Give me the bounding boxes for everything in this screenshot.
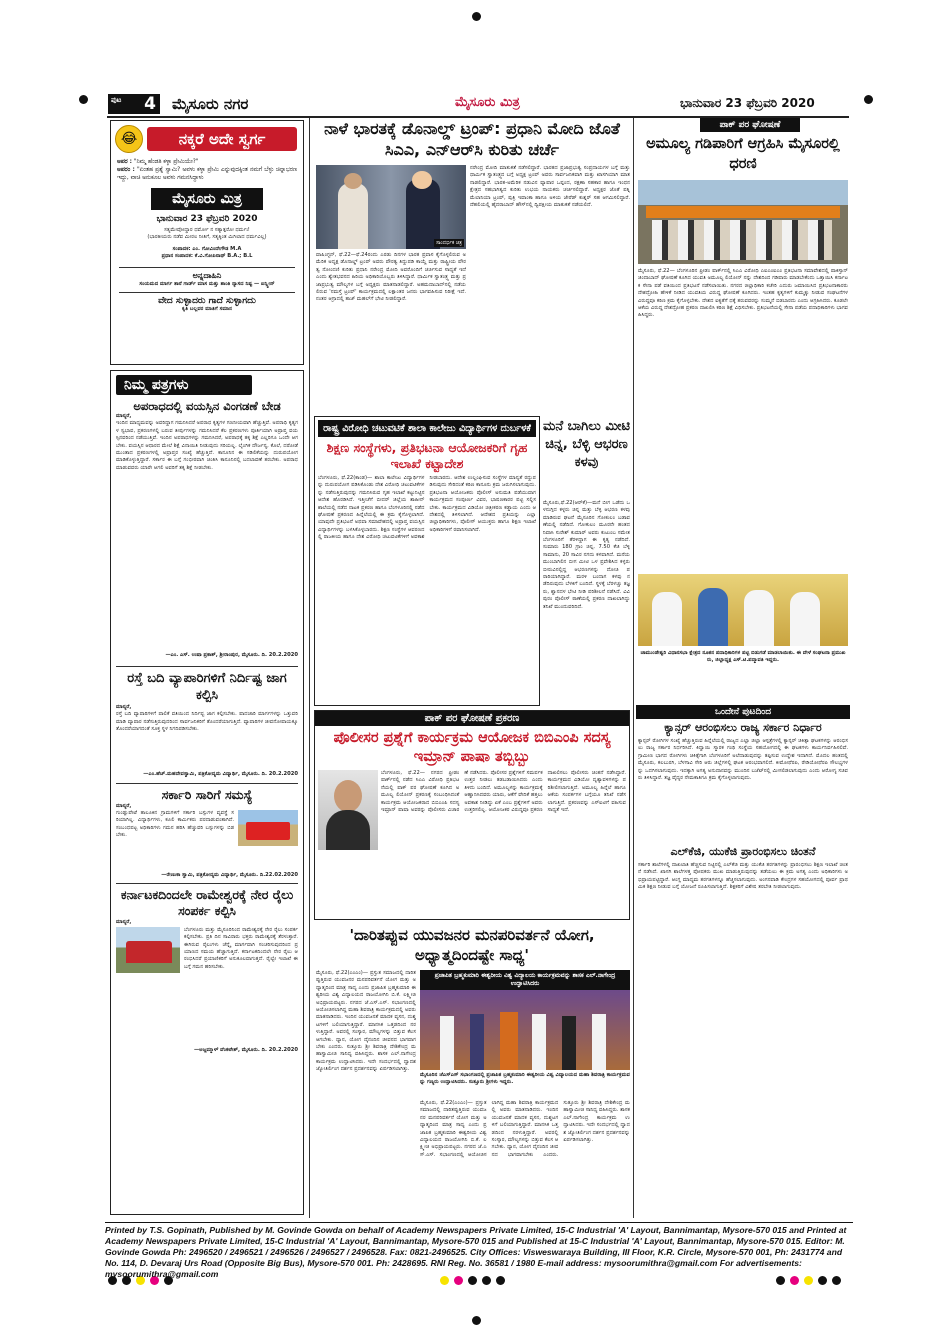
police-headline: ಪೊಲೀಸರ ಪ್ರಶ್ನೆಗೆ ಕಾರ್ಯಕ್ರಮ ಆಯೋಜಕ ಬಿಬಿಎಂಪಿ ಸದಸ್ಯ ಇಮ್ರಾನ್ ಪಾಷಾ ತಬ್ಬಿಬ್ಬು [333,730,611,765]
photo-credit: ಸಾಂದರ್ಭಿಕ ಚಿತ್ರ [436,240,462,246]
motto-sub: ಕೃತಿ ಬಲ್ಲವರ ಮಾತಿಗೆ ಸಮಾನ [182,306,232,313]
youth-photo [420,990,630,1070]
lead-body: ವಾಷಿಂಗ್ಟನ್, ಫೆ.22—ಫೆ.24ರಂದು ಎರಡು ದಿನಗಳ ಭಾರತ ಪ್ರವಾಸ ಕೈಗೊಳ್ಳಲಿರುವ ಅಮೆರಿಕ ಅಧ್ಯಕ್ಷ ಡೊನಾಲ್ಡ್ ಟ್ರಂಪ್ ಅವರು ಪೌರತ್ವ ತಿದ್ದುಪಡಿ ಕಾಯ್ದೆ ಮತ್ತು ರಾಷ್ಟ್ರೀಯ ಪೌರತ್ವ ನೋಂದಣಿ ಕುರಿತು ಪ್ರಧಾನಿ ನರೇಂದ್ರ ಮೋದಿ ಅವರೊಂದಿಗೆ ಚರ್ಚಿಸುವ ಸಾಧ್ಯತೆ ಇದೆ ಎಂದು ಶ್ವೇತಭವನದ ಹಿರಿಯ ಅಧಿಕಾರಿಯೊಬ್ಬರು ತಿಳಿಸಿದ್ದಾರೆ. ಧಾರ್ಮಿಕ ಸ್ವಾತಂತ್ರ್ಯ ಮತ್ತು ಪ್ರಜಾಪ್ರಭುತ್ವ ಮೌಲ್ಯಗಳ ಬಗ್ಗೆ ಅಧ್ಯಕ್ಷರು ಮಾತನಾಡಲಿದ್ದಾರೆ. ಅಹಮದಾಬಾದ್‌ನಲ್ಲಿ ನಡೆಯಲಿರುವ 'ನಮಸ್ತೆ ಟ್ರಂಪ್' ಕಾರ್ಯಕ್ರಮದಲ್ಲಿ ಲಕ್ಷಾಂತರ ಜನರು ಭಾಗವಹಿಸುವ ನಿರೀಕ್ಷೆ ಇದೆ. ನಂತರ ಆಗ್ರಾದಲ್ಲಿ ತಾಜ್ ಮಹಲ್‌ಗೆ ಭೇಟಿ ನೀಡಲಿದ್ದಾರೆ. [316,252,466,303]
masthead-logo: ಮೈಸೂರು ಮಿತ್ರ [151,188,263,210]
registration-mark [472,1316,481,1325]
cancer-body: ಕ್ಯಾನ್ಸರ್ ರೋಗಿಗಳ ಸಂಖ್ಯೆ ಹೆಚ್ಚುತ್ತಿರುವ ಹಿನ್ನೆಲೆಯಲ್ಲಿ ರಾಜ್ಯದ ಎಲ್ಲಾ ಜಿಲ್ಲಾ ಆಸ್ಪತ್ರೆಗಳಲ್ಲಿ ಕ್ಯಾನ್ಸರ್ ಚಿಕಿತ್ಸಾ ಘಟಕಗಳನ್ನು ಆರಂಭಿಸಲು ರಾಜ್ಯ ಸರ್ಕಾರ ನಿರ್ಧರಿಸಿದೆ. ಕಿದ್ವಾಯಿ ಸ್ಮಾರಕ ಗಂಥಿ ಸಂಸ್ಥೆಯ ಸಹಯೋಗದಲ್ಲಿ ಈ ಘಟಕಗಳು ಕಾರ್ಯನಿರ್ವಹಿಸಲಿವೆ. ಗ್ರಾಮೀಣ ಭಾಗದ ರೋಗಿಗಳು ಚಿಕಿತ್ಸೆಗಾಗಿ ಬೆಂಗಳೂರಿಗೆ ಅಲೆದಾಡುವುದನ್ನು ತಪ್ಪಿಸುವ ಉದ್ದೇಶ ಇದಾಗಿದೆ. ಮೊದಲ ಹಂತದಲ್ಲಿ ಮೈಸೂರು, ಕಲಬುರಗಿ, ಬೆಳಗಾವಿ ಸೇರಿ ಆರು ಜಿಲ್ಲೆಗಳಲ್ಲಿ ಘಟಕ ಆರಂಭವಾಗಲಿದೆ. ಕೀಮೋಥೆರಪಿ, ರೇಡಿಯೋಥೆರಪಿ ಸೌಲಭ್ಯಗಳನ್ನು ಒದಗಿಸಲಾಗುವುದು. ಇದಕ್ಕಾಗಿ ಅಗತ್ಯ ಅನುದಾನವನ್ನು ಮುಂದಿನ ಬಜೆಟ್‌ನಲ್ಲಿ ಮೀಸಲಿಡಲಾಗುವುದು ಎಂದು ಆರೋಗ್ಯ ಸಚಿವರು ತಿಳಿಸಿದ್ದಾರೆ. ತಜ್ಞ ವೈದ್ಯರ ನೇಮಕಾತಿಗೂ ಕ್ರಮ ಕೈಗೊಳ್ಳಲಾಗುವುದು. [638,738,848,782]
bus-photo [238,810,298,846]
letter-headline: ರಸ್ತೆ ಬದಿ ವ್ಯಾಪಾರಿಗಳಿಗೆ ನಿರ್ದಿಷ್ಟ ಜಾಗ ಕಲ್ಪಿಸಿ [116,666,298,704]
letter-body: ರಸ್ತೆ ಬದಿ ವ್ಯಾಪಾರಿಗಳಿಗೆ ಪಾಲಿಕೆ ವತಿಯಿಂದ ನಿರ್ದಿಷ್ಟ ಜಾಗ ಕಲ್ಪಿಸಬೇಕು. ಪಾದಚಾರಿ ಮಾರ್ಗಗಳನ್ನು ಒತ್ತುವರಿ ಮಾಡಿ ವ್ಯಾಪಾರ ನಡೆಸುತ್ತಿರುವುದರಿಂದ ಸಾರ್ವಜನಿಕರಿಗೆ ತೊಂದರೆಯಾಗುತ್ತಿದೆ. ವ್ಯಾಪಾರಿಗಳ ಜೀವನೋಪಾಯಕ್ಕೂ ತೊಂದರೆಯಾಗದಂತೆ ಸೂಕ್ತ ಸ್ಥಳ ನಿಗದಿಪಡಿಸಬೇಕು. [116,711,298,733]
cancer-sub-body: ಸರ್ಕಾರಿ ಶಾಲೆಗಳಲ್ಲಿ ದಾಖಲಾತಿ ಹೆಚ್ಚಿಸುವ ನಿಟ್ಟಿನಲ್ಲಿ ಎಲ್‌ಕೆಜಿ ಮತ್ತು ಯುಕೆಜಿ ತರಗತಿಗಳನ್ನು ಪ್ರಾರಂಭಿಸಲು ಶಿಕ್ಷಣ ಇಲಾಖೆ ಚಿಂತನೆ ನಡೆಸಿದೆ. ಖಾಸಗಿ ಶಾಲೆಗಳತ್ತ ಪೋಷಕರು ಮುಖ ಮಾಡುತ್ತಿರುವುದನ್ನು ತಡೆಯಲು ಈ ಕ್ರಮ ಅಗತ್ಯ ಎಂದು ಅಧಿಕಾರಿಗಳು ಅಭಿಪ್ರಾಯಪಟ್ಟಿದ್ದಾರೆ. ಆಂಗ್ಲ ಮಾಧ್ಯಮ ತರಗತಿಗಳನ್ನೂ ಹೆಚ್ಚಿಸಲಾಗುವುದು. ಅಂಗನವಾಡಿ ಕೇಂದ್ರಗಳ ಸಹಯೋಗದಲ್ಲಿ ಪೂರ್ವ ಪ್ರಾಥಮಿಕ ಶಿಕ್ಷಣ ನೀಡುವ ಬಗ್ಗೆ ಯೋಜನೆ ರೂಪಿಸಲಾಗುತ್ತಿದೆ. ಶಿಕ್ಷಕರಿಗೆ ವಿಶೇಷ ತರಬೇತಿ ನೀಡಲಾಗುವುದು. [638,862,848,891]
youth-photo-banner: ಪ್ರಜಾಪಿತ ಬ್ರಹ್ಮಕುಮಾರಿ ಈಶ್ವರೀಯ ವಿಶ್ವ ವಿದ್ಯಾಲಯ ಕಾರ್ಯಕ್ರಮವನ್ನು ಶಾಸಕ ಎಲ್.ನಾಗೇಂದ್ರ ಉದ್ಘಾಟಿಸಿದರು [420,970,630,990]
police-body: ಬೆಂಗಳೂರು, ಫೆ.22— ನಗರದ ಫ್ರೀಡಂ ಪಾರ್ಕ್‌ನಲ್ಲಿ ನಡೆದ ಸಿಎಎ ವಿರೋಧಿ ಪ್ರತಿಭಟನೆಯಲ್ಲಿ ಪಾಕ್ ಪರ ಘೋಷಣೆ ಕೂಗಿದ ಅಮೂಲ್ಯ ಲಿಯೋನ್ ಪ್ರಕರಣಕ್ಕೆ ಸಂಬಂಧಿಸಿದಂತೆ ಕಾರ್ಯಕ್ರಮ ಆಯೋಜಕರಾದ ಬಿಬಿಎಂಪಿ ಸದಸ್ಯ ಇಮ್ರಾನ್ ಪಾಷಾ ಅವರನ್ನು ಪೊಲೀಸರು ವಿಚಾರಣೆ ನಡೆಸಿದರು. ಪೊಲೀಸರ ಪ್ರಶ್ನೆಗಳಿಗೆ ಸಮರ್ಪಕ ಉತ್ತರ ನೀಡಲು ತಡಬಡಾಯಿಸಿದರು ಎಂದು ತಿಳಿದು ಬಂದಿದೆ. ಅಮೂಲ್ಯಳನ್ನು ಕಾರ್ಯಕ್ರಮಕ್ಕೆ ಆಹ್ವಾನಿಸಿದವರು ಯಾರು, ಆಕೆಗೆ ವೇದಿಕೆ ಹತ್ತಲು ಅವಕಾಶ ನೀಡಿದ್ದು ಏಕೆ ಎಂಬ ಪ್ರಶ್ನೆಗಳಿಗೆ ಅವರು ಉತ್ತರಿಸಲಿಲ್ಲ. ಆಯೋಜಕರ ವಿರುದ್ಧವೂ ಪ್ರಕರಣ ದಾಖಲಿಸಲು ಪೊಲೀಸರು ಚಿಂತನೆ ನಡೆಸಿದ್ದಾರೆ. ಕಾರ್ಯಕ್ರಮದ ವಿಡಿಯೋ ದೃಶ್ಯಾವಳಿಗಳನ್ನು ಪರಿಶೀಲಿಸಲಾಗುತ್ತಿದೆ. ಅಮೂಲ್ಯ ಹಿನ್ನೆಲೆ ಹಾಗೂ ಆಕೆಯ ಸಂಪರ್ಕಗಳ ಬಗ್ಗೆಯೂ ತನಿಖೆ ನಡೆಸಲಾಗುತ್ತಿದೆ. ಪ್ರಕರಣವನ್ನು ಎಸ್‌ಐಟಿಗೆ ವಹಿಸುವ ಸಾಧ್ಯತೆ ಇದೆ. [381,770,626,814]
group-photo-caption: ಚಾಮುಂಡೇಶ್ವರಿ ವಿಧಾನಸಭಾ ಕ್ಷೇತ್ರದ ನೂತನ ಪದಾಧಿಕಾರಿಗಳ ಪಟ್ಟಿ ಬಿಡುಗಡೆ ಮಾಡಲಾಯಿತು. ಈ ವೇಳೆ ಸಂಘಟನಾ ಪ್ರಮುಖರು, ಜಿಲ್ಲಾಧ್ಯಕ್ಷ ಎಸ್.ಟಿ.ಪದ್ಮಾವತಿ ಇದ್ದರು. [640,650,846,664]
letter-body: ಗುಂಡ್ಲುಪೇಟೆ ತಾಲೂಕಿನ ಗ್ರಾಮಗಳಿಗೆ ಸರ್ಕಾರಿ ಬಸ್ಸುಗಳ ವ್ಯವಸ್ಥೆ ಸರಿಯಾಗಿಲ್ಲ. ವಿದ್ಯಾರ್ಥಿಗಳು, ಕೂಲಿ ಕಾರ್ಮಿಕರು ಪರದಾಡುವಂತಾಗಿದೆ. ಸಂಬಂಧಪಟ್ಟ ಅಧಿಕಾರಿಗಳು ಗಮನ ಹರಿಸಿ ಹೆಚ್ಚುವರಿ ಬಸ್ಸುಗಳನ್ನು ಬಿಡಬೇಕು. [116,810,234,839]
letter-signature: —ರೇಣುಕಾ ಸ್ವಾಮಿ, ಪತ್ರಿಕೋದ್ಯಮ ವಿದ್ಯಾರ್ಥಿ, ಮೈಸೂರು. ದಿ.22.02.2020 [161,872,298,879]
lead-body-cont: ನರೇಂದ್ರ ಮೋದಿ ಮಾತುಕತೆ ನಡೆಸಲಿದ್ದಾರೆ. ಭಾರತದ ಪ್ರಜಾಪ್ರಭುತ್ವ ಸಂಪ್ರದಾಯಗಳ ಬಗ್ಗೆ ಮತ್ತು ಧಾರ್ಮಿಕ ಸ್ವಾತಂತ್ರ್ಯದ ಬಗ್ಗೆ ಅಧ್ಯಕ್ಷ ಟ್ರಂಪ್ ಅವರು ಸಾರ್ವಜನಿಕವಾಗಿ ಮತ್ತು ಖಾಸಗಿಯಾಗಿ ಮಾತನಾಡಲಿದ್ದಾರೆ. ಭಾರತ-ಅಮೆರಿಕ ನಡುವಿನ ವ್ಯಾಪಾರ ಒಪ್ಪಂದ, ರಕ್ಷಣಾ ಸಹಕಾರ ಹಾಗೂ ಇಂಧನ ಕ್ಷೇತ್ರದ ಸಹಭಾಗಿತ್ವದ ಕುರಿತು ಉಭಯ ನಾಯಕರು ಚರ್ಚಿಸಲಿದ್ದಾರೆ. ಅಧ್ಯಕ್ಷರ ಜೊತೆ ಪತ್ನಿ ಮೆಲಾನಿಯಾ ಟ್ರಂಪ್, ಪುತ್ರಿ ಇವಾಂಕಾ ಹಾಗೂ ಅಳಿಯ ಜೇರೆಡ್ ಕುಶ್ನರ್ ಸಹ ಆಗಮಿಸಲಿದ್ದಾರೆ. ದೆಹಲಿಯಲ್ಲಿ ಹೈದರಾಬಾದ್ ಹೌಸ್‌ನಲ್ಲಿ ದ್ವಿಪಕ್ಷೀಯ ಮಾತುಕತೆ ನಡೆಯಲಿದೆ. [470,165,630,209]
police-columns [318,770,626,930]
letters-box [110,370,304,1215]
school-body: ಬೆಂಗಳೂರು, ಫೆ.22(ಕಾಂಡ)— ಶಾಲಾ ಕಾಲೇಜು ವಿದ್ಯಾರ್ಥಿಗಳನ್ನು ದುರುಪಯೋಗ ಪಡಿಸಿಕೊಂಡು ದೇಶ ವಿರೋಧಿ ಚಟುವಟಿಕೆಗಳನ್ನು ನಡೆಸುತ್ತಿರುವುದನ್ನು ಗಮನಿಸಿರುವ ಗೃಹ ಇಲಾಖೆ ಕಟ್ಟುನಿಟ್ಟಿನ ಆದೇಶ ಹೊರಡಿಸಿದೆ. ಇತ್ತೀಚೆಗೆ ಬೀದರ್ ಜಿಲ್ಲೆಯ ಶಾಹೀನ್ ಶಾಲೆಯಲ್ಲಿ ನಡೆದ ನಾಟಕ ಪ್ರಕರಣ ಹಾಗೂ ಬೆಂಗಳೂರಿನಲ್ಲಿ ನಡೆದ ಘೋಷಣೆ ಪ್ರಕರಣದ ಹಿನ್ನೆಲೆಯಲ್ಲಿ ಈ ಕ್ರಮ ಕೈಗೊಳ್ಳಲಾಗಿದೆ. ಯಾವುದೇ ಪ್ರತಿಭಟನೆ ಅಥವಾ ಸಮಾವೇಶದಲ್ಲಿ ಅಪ್ರಾಪ್ತ ವಯಸ್ಸಿನ ವಿದ್ಯಾರ್ಥಿಗಳನ್ನು ಬಳಸಿಕೊಳ್ಳಬಾರದು. ಶಿಕ್ಷಣ ಸಂಸ್ಥೆಗಳ ಆವರಣದಲ್ಲಿ ರಾಜಕೀಯ ಹಾಗೂ ದೇಶ ವಿರೋಧಿ ಚಟುವಟಿಕೆಗಳಿಗೆ ಅವಕಾಶ ನೀಡಬಾರದು. ಆದೇಶ ಉಲ್ಲಂಘಿಸುವ ಸಂಸ್ಥೆಗಳ ಮಾನ್ಯತೆ ರದ್ದುಪಡಿಸುವುದು ಸೇರಿದಂತೆ ಕಠಿಣ ಕಾನೂನು ಕ್ರಮ ಜರುಗಿಸಲಾಗುವುದು. ಪ್ರತಿಭಟನಾ ಆಯೋಜಕರು ಪೊಲೀಸ್ ಅನುಮತಿ ಪಡೆಯುವಾಗ ಕಾರ್ಯಕ್ರಮದ ಸಂಪೂರ್ಣ ವಿವರ, ಭಾಷಣಕಾರರ ಪಟ್ಟಿ ಸಲ್ಲಿಸಬೇಕು. ಕಾರ್ಯಕ್ರಮದ ವಿಡಿಯೋ ಚಿತ್ರೀಕರಣ ಕಡ್ಡಾಯ ಎಂದು ಆದೇಶದಲ್ಲಿ ತಿಳಿಸಲಾಗಿದೆ. ಆದೇಶದ ಪ್ರತಿಯನ್ನು ಎಲ್ಲಾ ಜಿಲ್ಲಾಧಿಕಾರಿಗಳು, ಪೊಲೀಸ್ ಆಯುಕ್ತರು ಹಾಗೂ ಶಿಕ್ಷಣ ಇಲಾಖೆ ಅಧಿಕಾರಿಗಳಿಗೆ ರವಾನಿಸಲಾಗಿದೆ. [318,475,536,541]
registration-mark [472,12,481,21]
joke-text: ಅಪರ : "ನಿಮ್ಮ ಹೆಂಡತಿ ಕಳ್ಳಾ ಪ್ರೇಮಿಯೇ?" ಅಪರಂ : "ಏಂತಹ ಪ್ರಶ್ನೆ ಸ್ವಾಮಿ? ಅವಳು ಕಳ್ಳಾ ಪ್ರೇಮಿ ಎನ್ನುವುದಕ್ಕಿಂತ ನಮಗೆ ಬೆಳ್ಳು ಚಿನ್ನಾಭರಣ ಇದ್ದು, ವಾಚಿ ಅನುಕೂಲ ಅವಳು ಗಮನಸಿದ್ದಾಳು [117,159,297,181]
letter-body: ಇಂದಿನ ಮಾಧ್ಯಮವನ್ನು ಅವರಿದ್ದಾಗ ಗಮನಿಸಿದರೆ ಅಪರಾಧ ಕೃತ್ಯಗಳ ಗಣನೀಯವಾಗಿ ಹೆಚ್ಚುತ್ತಿವೆ. ಅಪರಾಧಿ ಕೃತ್ಯಗಳ ಸ್ವಭಾವ, ಪ್ರಕರಣಗಳಲ್ಲಿ ಬರುವ ತೀರ್ಪುಗಳನ್ನು ಗಮನಿಸಿದರೆ ಕೆಲ ಪ್ರಕರಣಗಳು ಪೂರ್ತಿಯಾಗಿ ಅಪ್ರಾಪ್ತ ವಯಸ್ಸಿನವರಿಂದ ನಡೆಯುತ್ತಿವೆ. ಇಂದಿನ ಅಪರಾಧಗಳನ್ನು ಗಮನಿಸಿದರೆ, ಅಪರಾಧಕ್ಕೆ ತಕ್ಕ ಶಿಕ್ಷೆ ಎಲ್ಲರಿಗೂ ಒಂದೇ ಆಗಬೇಕು. ವಯಸ್ಸಿನ ಆಧಾರದ ಮೇಲೆ ಶಿಕ್ಷೆ ವಿನಾಯಿತಿ ನೀಡುವುದು ಸರಿಯಲ್ಲ. ಲೈಂಗಿಕ ದೌರ್ಜನ್ಯ, ಕೊಲೆ, ದರೋಡೆ ಮುಂತಾದ ಪ್ರಕರಣಗಳಲ್ಲಿ ಅಪ್ರಾಪ್ತರ ಸಂಖ್ಯೆ ಹೆಚ್ಚುತ್ತಿದೆ. ಕಾನೂನಿನ ಈ ಸಡಿಲಿಕೆಯನ್ನು ದುರುಪಯೋಗ ಮಾಡಿಕೊಳ್ಳುತ್ತಿದ್ದಾರೆ. ಸರ್ಕಾರ ಈ ಬಗ್ಗೆ ಗಂಭೀರವಾಗಿ ಚಿಂತಿಸಿ ಕಾನೂನಿನಲ್ಲಿ ಬದಲಾವಣೆ ತರಬೇಕು. ಅಪರಾಧ ಮಾಡುವವರು ಯಾರೇ ಆಗಲಿ ಅವರಿಗೆ ತಕ್ಕ ಶಿಕ್ಷೆ ನೀಡಬೇಕು. [116,420,298,471]
editor-name: ಸಂಪಾದಕ: ಎಂ. ಗೋವಿಂದೇಗೌಡ M.A [172,245,242,252]
masthead-box [110,120,304,365]
masthead-tagline-sub: (ಭಾರತೀಯರು ನಡೆವ ಮೀರಲ ನೀತಿಗೆ, ಸತ್ಯಕ್ಕಿಂತ ಮಿಗಿಲಾದ ಧರ್ಮವಿಲ್ಲ) [147,234,267,241]
train-photo [116,927,180,973]
quote-title: ಅನ್ನದಾಹಿನಿ [192,270,222,280]
imprint-footer: Printed by T.S. Gopinath, Published by M. Govinde Gowda on behalf of Academy Newspapers Private Limited, 15-C Industrial 'A' Layout, Bannimantap, Mysore-570 015 and Printed at Academy Newspapers Private Limited, 15-C Industrial 'A' Layout, Bannimantap, Mysore-570 015 and Published at 15-C Industrial 'A' Layout, Bannimantap, Mysore-570 015. Editor: M. Govinde Gowda Ph: 2496520 / 2496521 / 2496526 / 2496527 / 2496528. Fax: 0821-2496525. City Offices: Visweswaraya Building, III Floor, K.R. Circle, Mysore-570 001, Ph: 2431774 and No. 114, D. Devaraj Urs Road (Opposite Big Bus), Mysore-570 001. Ph: 2428695. RNI Reg. No. 36581 / 1980 E-mail address: mysoorumithra@gmail.com For advertisements: mysoorumithra@gmail.com [105,1225,847,1279]
letter-salute: ಮಾನ್ಯರೆ, [116,703,132,710]
section-title: ಮೈಸೂರು ನಗರ [172,95,249,113]
theft-headline: ಮನೆ ಬಾಗಿಲು ಮೀಟಿ ಚಿನ್ನ, ಬೆಳ್ಳಿ ಆಭರಣ ಕಳವು [543,419,630,470]
letter-signature: —ಎಂ.ಹೆಚ್.ಮಹದೇವಸ್ವಾಮಿ, ಪತ್ರಿಕೋದ್ಯಮ ವಿದ್ಯಾರ್ಥಿ, ಮೈಸೂರು. ದಿ. 20.2.2020 [143,771,298,778]
cancer-kicker: ಒಂದೇನೆ ಪುಟದಿಂದ [636,705,850,719]
theft-body: ಮೈಸೂರು,ಫೆ.22(ಆರ್‌ಕೆ)—ಮನೆ ಬೀಗ ಒಡೆದು ಒಳನುಗ್ಗಿದ ಕಳ್ಳರು ಚಿನ್ನ ಮತ್ತು ಬೆಳ್ಳಿ ಆಭರಣ ಕಳವು ಮಾಡಿರುವ ಘಟನೆ ಮೈಸೂರಿನ ಗೋಕುಲಂ ಬಡಾವಣೆಯಲ್ಲಿ ನಡೆದಿದೆ. ಗೋಕುಲಂ ಮೂರನೇ ಹಂತದ ನಿವಾಸಿ ಸುರೇಶ್ ಕುಮಾರ್ ಅವರು ಕುಟುಂಬ ಸಮೇತ ಬೆಂಗಳೂರಿಗೆ ತೆರಳಿದ್ದಾಗ ಈ ಕೃತ್ಯ ನಡೆದಿದೆ. ಸುಮಾರು 180 ಗ್ರಾಂ ಚಿನ್ನ, 7.50 ಕೆಜಿ ಬೆಳ್ಳಿ ಸಾಮಾನು, 20 ಸಾವಿರ ನಗದು ಕಳವಾಗಿದೆ. ಮನೆಯ ಮುಂಬಾಗಿಲಿನ ಬೀಗ ಮೀಟಿ ಒಳ ಪ್ರವೇಶಿಸಿದ ಕಳ್ಳರು ಬೀರುವಿನಲ್ಲಿದ್ದ ಆಭರಣಗಳನ್ನು ದೋಚಿ ಪರಾರಿಯಾಗಿದ್ದಾರೆ. ಮರಳಿ ಬಂದಾಗ ಕಳವು ನಡೆದಿರುವುದು ಬೆಳಕಿಗೆ ಬಂದಿದೆ. ಸ್ಥಳಕ್ಕೆ ಬೆರಳಚ್ಚು ತಜ್ಞರು, ಶ್ವಾನದಳ ಭೇಟಿ ನೀಡಿ ಪರಿಶೀಲನೆ ನಡೆಸಿದೆ. ವಿವಿ ಪುರಂ ಪೊಲೀಸ್ ಠಾಣೆಯಲ್ಲಿ ಪ್ರಕರಣ ದಾಖಲಾಗಿದ್ದು ತನಿಖೆ ಮುಂದುವರಿದಿದೆ. [543,500,630,610]
chief-editor-name: ಪ್ರಧಾನ ಸಂಪಾದಕ: ಕೆ.ವಿ.ಗೋಪಿನಾಥ್ B.A.; B.L [161,253,253,260]
kashmir-body: ಮೈಸೂರು, ಫೆ.22— ಬೆಂಗಳೂರಿನ ಫ್ರೀಡಂ ಪಾರ್ಕ್‌ನಲ್ಲಿ ಸಿಎಎ ವಿರೋಧಿ ಎಐಎಂಐಎಂ ಪ್ರತಿಭಟನಾ ಸಮಾವೇಶದಲ್ಲಿ ಪಾಕಿಸ್ತಾನ್ ಜಿಂದಾಬಾದ್ ಘೋಷಣೆ ಕೂಗಿದ ಯುವತಿ ಅಮೂಲ್ಯ ಲಿಯೋನ್ ನನ್ನು ದೇಶದಿಂದ ಗಡಿಪಾರು ಮಾಡಬೇಕೆಂದು ಒತ್ತಾಯಿಸಿ ಕರ್ನಾಟಕ ಸೇನಾ ಪಡೆ ವತಿಯಿಂದ ಪ್ರತಿಭಟನೆ ನಡೆಸಲಾಯಿತು. ನಗರದ ಜಿಲ್ಲಾಧಿಕಾರಿ ಕಚೇರಿ ಎದುರು ಜಮಾಯಿಸಿದ ಪ್ರತಿಭಟನಾಕಾರರು ದೇಶದ್ರೋಹಿ ಹೇಳಿಕೆ ನೀಡಿದ ಯುವತಿಯ ವಿರುದ್ಧ ಘೋಷಣೆ ಕೂಗಿದರು. ಇಂತಹ ಕೃತ್ಯಗಳಿಗೆ ಕುಮ್ಮಕ್ಕು ನೀಡುವ ಸಂಘಟನೆಗಳ ವಿರುದ್ಧವೂ ಕಠಿಣ ಕ್ರಮ ಕೈಗೊಳ್ಳಬೇಕು. ದೇಶದ ಐಕ್ಯತೆಗೆ ಧಕ್ಕೆ ತರುವವರನ್ನು ಸುಮ್ಮನೆ ಬಿಡಬಾರದು ಎಂದು ಆಗ್ರಹಿಸಿದರು. ಕೂಡಲೇ ಆಕೆಯ ವಿರುದ್ಧ ದೇಶದ್ರೋಹ ಪ್ರಕರಣ ದಾಖಲಿಸಿ ಕಠಿಣ ಶಿಕ್ಷೆ ವಿಧಿಸಬೇಕು. ಪ್ರತಿಭಟನೆಯಲ್ಲಿ ಸೇನಾ ಪಡೆಯ ಪದಾಧಿಕಾರಿಗಳು ಭಾಗವಹಿಸಿದ್ದರು. [638,268,848,319]
motto-text: ವೇದ ಸುಳ್ಳಾದರು ಗಾದೆ ಸುಳ್ಳಾಗದು [158,296,256,307]
protest-photo [638,180,848,264]
letters-section-title: ನಿಮ್ಮ ಪತ್ರಗಳು [116,375,252,395]
kashmir-kicker: ಪಾಕ್ ಪರ ಘೋಷಣೆ [700,118,800,132]
youth-body-cont: ಮೈಸೂರು, ಫೆ.22(ಎಂಎಂ)— ಪ್ರಸ್ತುತ ಸಮಾಜದಲ್ಲಿ ದಾರಿತಪ್ಪುತ್ತಿರುವ ಯುವಜನರ ಮನಪರಿವರ್ತನೆ ಯೋಗ ಮತ್ತು ಅಧ್ಯಾತ್ಮದಿಂದ ಮಾತ್ರ ಸಾಧ್ಯ ಎಂದು ಪ್ರಜಾಪಿತ ಬ್ರಹ್ಮಕುಮಾರಿ ಈಶ್ವರೀಯ ವಿಶ್ವ ವಿದ್ಯಾಲಯದ ರಾಜಯೋಗಿನಿ ಬಿ.ಕೆ. ಲಕ್ಷ್ಮೀಜಿ ಅಭಿಪ್ರಾಯಪಟ್ಟರು. ನಗರದ ಜೆ.ಎಸ್.ಎಸ್. ಸಭಾಂಗಣದಲ್ಲಿ ಆಯೋಜಿಸಲಾಗಿದ್ದ ಮಹಾ ಶಿವರಾತ್ರಿ ಕಾರ್ಯಕ್ರಮದಲ್ಲಿ ಅವರು ಮಾತನಾಡಿದರು. ಇಂದಿನ ಯುವಜನತೆ ಮಾದಕ ವ್ಯಸನ, ದುಶ್ಚಟಗಳಿಗೆ ಬಲಿಯಾಗುತ್ತಿದ್ದಾರೆ. ಮಾನಸಿಕ ಒತ್ತಡದಿಂದ ನರಳುತ್ತಿದ್ದಾರೆ. ಅವರಲ್ಲಿ ಸಂಸ್ಕಾರ, ಮೌಲ್ಯಗಳನ್ನು ಬಿತ್ತುವ ಕೆಲಸ ಆಗಬೇಕು. ಧ್ಯಾನ, ಯೋಗ ದೈನಂದಿನ ಜೀವನದ ಭಾಗವಾಗಬೇಕು ಎಂದರು. ಸುತ್ತೂರು ಶ್ರೀ ಶಿವರಾತ್ರಿ ದೇಶಿಕೇಂದ್ರ ಮಹಾಸ್ವಾಮೀಜಿ ಸಾನಿಧ್ಯ ವಹಿಸಿದ್ದರು. ಶಾಸಕ ಎಲ್.ನಾಗೇಂದ್ರ ಕಾರ್ಯಕ್ರಮ ಉದ್ಘಾಟಿಸಿದರು. ಇದೇ ಸಂದರ್ಭದಲ್ಲಿ ದ್ವಾದಶ ಜ್ಯೋತಿರ್ಲಿಂಗ ದರ್ಶನ ಪ್ರದರ್ಶನವನ್ನು ಏರ್ಪಡಿಸಲಾಗಿತ್ತು. [420,1100,630,1158]
police-row [318,770,626,930]
column-divider [633,118,634,1218]
youth-caption: ಮೈಸೂರಿನ ಜೆಎಸ್‌ಎಸ್ ಸಭಾಂಗಣದಲ್ಲಿ ಪ್ರಜಾಪಿತ ಬ್ರಹ್ಮಕುಮಾರಿ ಈಶ್ವರೀಯ ವಿಶ್ವ ವಿದ್ಯಾಲಯದ ಮಹಾ ಶಿವರಾತ್ರಿ ಕಾರ್ಯಕ್ರಮವನ್ನು ಗಣ್ಯರು ಉದ್ಘಾಟಿಸಿದರು. ಸುತ್ತೂರು ಶ್ರೀಗಳು ಇದ್ದರು. [420,1072,630,1086]
youth-body: ಮೈಸೂರು, ಫೆ.22(ಎಂಎಂ)— ಪ್ರಸ್ತುತ ಸಮಾಜದಲ್ಲಿ ದಾರಿತಪ್ಪುತ್ತಿರುವ ಯುವಜನರ ಮನಪರಿವರ್ತನೆ ಯೋಗ ಮತ್ತು ಅಧ್ಯಾತ್ಮದಿಂದ ಮಾತ್ರ ಸಾಧ್ಯ ಎಂದು ಪ್ರಜಾಪಿತ ಬ್ರಹ್ಮಕುಮಾರಿ ಈಶ್ವರೀಯ ವಿಶ್ವ ವಿದ್ಯಾಲಯದ ರಾಜಯೋಗಿನಿ ಬಿ.ಕೆ. ಲಕ್ಷ್ಮೀಜಿ ಅಭಿಪ್ರಾಯಪಟ್ಟರು. ನಗರದ ಜೆ.ಎಸ್.ಎಸ್. ಸಭಾಂಗಣದಲ್ಲಿ ಆಯೋಜಿಸಲಾಗಿದ್ದ ಮಹಾ ಶಿವರಾತ್ರಿ ಕಾರ್ಯಕ್ರಮದಲ್ಲಿ ಅವರು ಮಾತನಾಡಿದರು. ಇಂದಿನ ಯುವಜನತೆ ಮಾದಕ ವ್ಯಸನ, ದುಶ್ಚಟಗಳಿಗೆ ಬಲಿಯಾಗುತ್ತಿದ್ದಾರೆ. ಮಾನಸಿಕ ಒತ್ತಡದಿಂದ ನರಳುತ್ತಿದ್ದಾರೆ. ಅವರಲ್ಲಿ ಸಂಸ್ಕಾರ, ಮೌಲ್ಯಗಳನ್ನು ಬಿತ್ತುವ ಕೆಲಸ ಆಗಬೇಕು. ಧ್ಯಾನ, ಯೋಗ ದೈನಂದಿನ ಜೀವನದ ಭಾಗವಾಗಬೇಕು ಎಂದರು. ಸುತ್ತೂರು ಶ್ರೀ ಶಿವರಾತ್ರಿ ದೇಶಿಕೇಂದ್ರ ಮಹಾಸ್ವಾಮೀಜಿ ಸಾನಿಧ್ಯ ವಹಿಸಿದ್ದರು. ಶಾಸಕ ಎಲ್.ನಾಗೇಂದ್ರ ಕಾರ್ಯಕ್ರಮ ಉದ್ಘಾಟಿಸಿದರು. ಇದೇ ಸಂದರ್ಭದಲ್ಲಿ ದ್ವಾದಶ ಜ್ಯೋತಿರ್ಲಿಂಗ ದರ್ಶನ ಪ್ರದರ್ಶನವನ್ನು ಏರ್ಪಡಿಸಲಾಗಿತ್ತು. [316,970,416,1073]
kashmir-headline: ಅಮೂಲ್ಯ ಗಡಿಪಾರಿಗೆ ಆಗ್ರಹಿಸಿ ಮೈಸೂರಲ್ಲಿ ಧರಣಿ [646,136,840,172]
school-box [314,416,540,706]
lead-headline: ನಾಳೆ ಭಾರತಕ್ಕೆ ಡೊನಾಲ್ಡ್ ಟ್ರಂಪ್: ಪ್ರಧಾನಿ ಮೋದಿ ಜೊತೆ ಸಿಎಎ, ಎನ್‌ಆರ್‌ಸಿ ಕುರಿತು ಚರ್ಚೆ [324,119,620,159]
letter-salute: ಮಾನ್ಯರೆ, [116,919,132,926]
letter-headline: ಸರ್ಕಾರಿ ಸಾರಿಗೆ ಸಮಸ್ಯೆ [116,783,298,803]
quote-box [119,267,295,288]
youth-photo-block [420,970,630,1087]
header-date: ಭಾನುವಾರ 23 ಫೆಬ್ರವರಿ 2020 [680,96,815,110]
letter-row [116,810,298,872]
footer-rule [105,1222,853,1223]
joke-header [115,125,297,153]
letter-row [116,927,298,1047]
letter-salute: ಮಾನ್ಯರೆ, [116,802,132,809]
registration-mark [864,95,873,104]
motto-box [119,292,295,313]
masthead-date: ಭಾನುವಾರ 23 ಫೆಬ್ರವರಿ 2020 [156,214,258,224]
cancer-headline: ಕ್ಯಾನ್ಸರ್ ಆರಂಭಿಸಲು ರಾಜ್ಯ ಸರ್ಕಾರ ನಿರ್ಧಾರ [664,721,822,734]
letter-body: ಬೆಂಗಳೂರು ಮತ್ತು ಮೈಸೂರಿನಿಂದ ರಾಮೇಶ್ವರಕ್ಕೆ ನೇರ ರೈಲು ಸಂಪರ್ಕ ಕಲ್ಪಿಸಬೇಕು. ಪ್ರತಿ ದಿನ ಸಾವಿರಾರು ಭಕ್ತರು ರಾಮೇಶ್ವರಕ್ಕೆ ತೆರಳುತ್ತಾರೆ. ಈಗಿರುವ ರೈಲುಗಳು ಚೆನ್ನೈ ಮಾರ್ಗವಾಗಿ ಸಂಚರಿಸುವುದರಿಂದ ಪ್ರಯಾಣದ ಸಮಯ ಹೆಚ್ಚಾಗುತ್ತಿದೆ. ಕರ್ನಾಟಕದಿಂದಲೇ ನೇರ ರೈಲು ಆರಂಭಿಸಿದರೆ ಪ್ರಯಾಣಿಕರಿಗೆ ಅನುಕೂಲವಾಗುತ್ತದೆ. ರೈಲ್ವೇ ಇಲಾಖೆ ಈ ಬಗ್ಗೆ ಗಮನ ಹರಿಸಬೇಕು. [184,926,298,970]
school-headline: ಶಿಕ್ಷಣ ಸಂಸ್ಥೆಗಳು, ಪ್ರತಿಭಟನಾ ಆಯೋಜಕರಿಗೆ ಗೃಹ ಇಲಾಖೆ ಕಟ್ಟಾದೇಶ [326,440,528,471]
page-label: ಪುಟ [111,96,122,104]
paper-logo: ಮೈಸೂರು ಮಿತ್ರ [455,95,520,110]
laughing-face-icon: 😂 [115,125,143,153]
masthead-tagline: ಸತ್ಯಮೇವೋದ್ಧಾರ ಧರ್ಮೋ ನ ಸತ್ಯಾತ್ಪರೋ ಧರ್ಮಃ! [164,227,250,233]
police-kicker: ಪಾಕ್ ಪರ ಘೋಷಣೆ ಪ್ರಕರಣ [315,711,629,726]
page-number: ಪುಟ 4 [108,94,160,114]
school-kicker: ರಾಷ್ಟ್ರ ವಿರೋಧಿ ಚಟುವಟಿಕೆ ಶಾಲಾ ಕಾಲೇಜು ವಿದ್ಯಾರ್ಥಿಗಳ ದುರ್ಬಳಕೆ [318,420,536,437]
quote-text: ಸಂಯಮದ ಮಾರ್ಗ ತಾನೆ ಗಾರ್ಡ್ ಮಾಸ ಮತ್ತು ಶಾಂತಿ ನ್ಯಾಸದ ನಿಷ್ಟ — ಐನ್ಸ್ಟೀನ್ [139,280,275,287]
letter-signature: —ಅಜ್ಜಮ್ಮಾಳ್ ವೆಂಕಟೇಶ್, ಮೈಸೂರು. ದಿ. 20.2.2020 [193,1046,298,1053]
letter-signature: —ಎಂ. ಎಸ್. ಉಷಾ ಪ್ರಕಾಶ್, ಶ್ರೀರಾಂಪುರ, ಮೈಸೂರು. ದಿ. 20.2.2020 [165,652,298,659]
youth-headline: 'ದಾರಿತಪ್ಪುವ ಯುವಜನರ ಮನಪರಿವರ್ತನೆ ಯೋಗ, ಅಧ್ಯಾತ್ಮದಿಂದಷ್ಟೇ ಸಾಧ್ಯ' [349,926,595,964]
letter-headline: ಅಪರಾಧದಲ್ಲಿ ವಯಸ್ಸಿನ ವಿಂಗಡಣೆ ಬೇಡ [133,399,281,413]
cancer-sub-headline: ಎಲ್‌ಕೆಜಿ, ಯುಕೆಜಿ ಪ್ರಾರಂಭಿಸಲು ಚಿಂತನೆ [670,845,816,858]
registration-mark [79,95,88,104]
lead-photo [316,165,466,249]
joke-column-title: ನಕ್ಕರೆ ಅದೇ ಸ್ವರ್ಗ [147,127,297,151]
letter-headline: ಕರ್ನಾಟಕದಿಂದಲೇ ರಾಮೇಶ್ವರಕ್ಕೆ ನೇರ ರೈಲು ಸಂಪರ್ಕ ಕಲ್ಪಿಸಿ [116,883,298,919]
column-divider [309,118,310,1218]
police-box [314,710,630,920]
group-photo [638,574,848,646]
letter-salute: ಮಾನ್ಯರೆ, [116,413,132,419]
portrait-photo [318,770,378,850]
